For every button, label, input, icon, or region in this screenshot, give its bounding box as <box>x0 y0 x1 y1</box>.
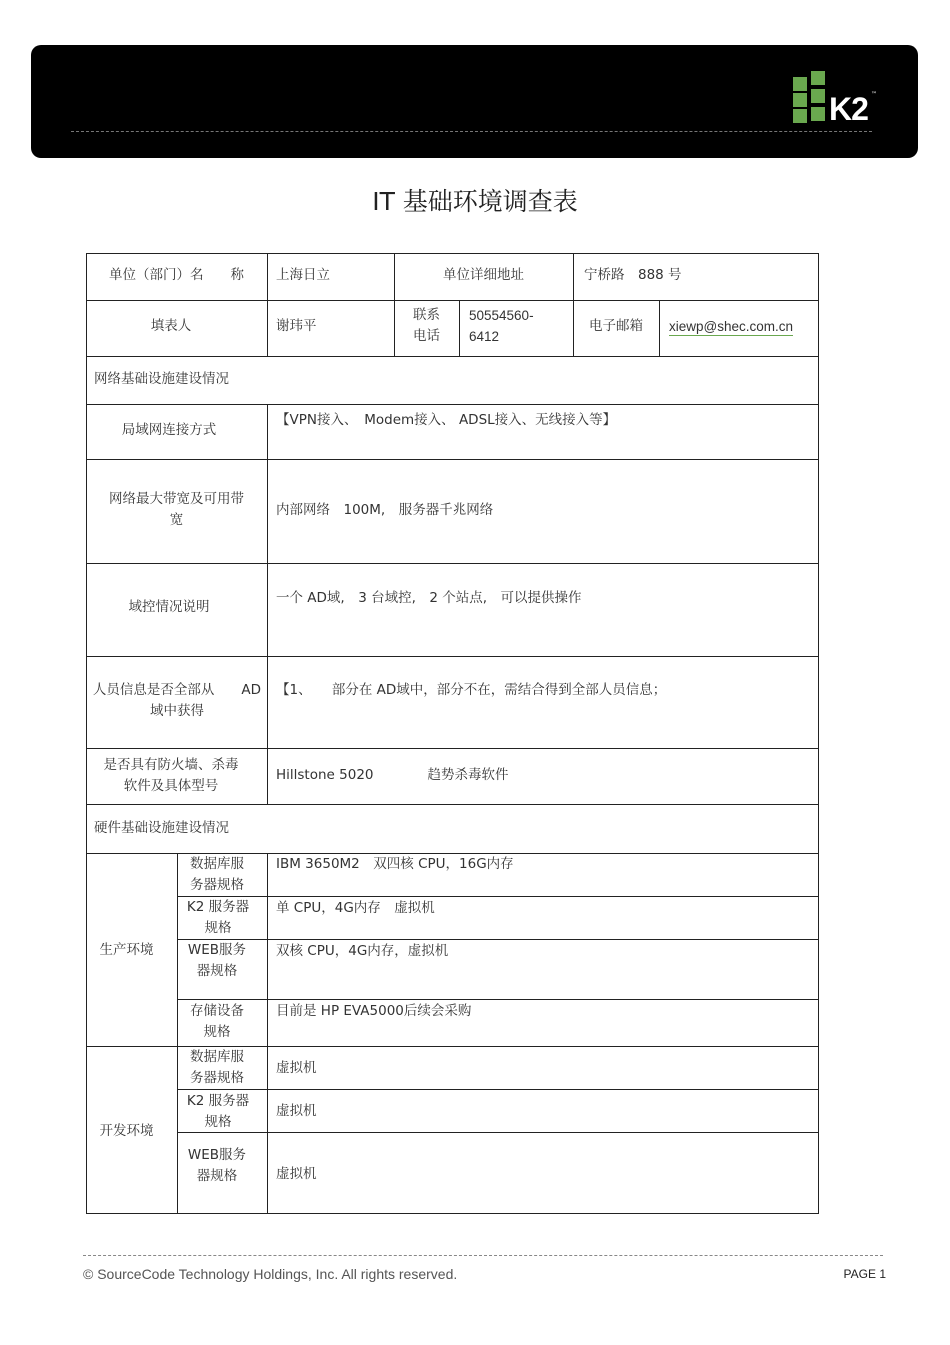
dev-web-server-label: WEB服务 器规格 <box>187 1147 247 1184</box>
row-divider <box>177 1132 819 1133</box>
ad-users-label: 人员信息是否全部从 AD 域中获得 <box>92 682 262 719</box>
dev-k2-server-value: 虚拟机 <box>276 1103 317 1119</box>
row-divider <box>177 939 819 940</box>
row-divider <box>86 748 819 749</box>
prod-storage-label: 存储设备 规格 <box>190 1003 244 1040</box>
prod-web-server-label: WEB服务 器规格 <box>187 942 247 979</box>
survey-table <box>86 253 819 1214</box>
logo-text: K2 <box>829 91 868 127</box>
unit-name-label: 单位（部门）名 称 <box>109 267 244 283</box>
prod-web-server-value: 双核 CPU，4G内存，虚拟机 <box>276 943 449 959</box>
header-banner <box>31 45 918 158</box>
logo-square-icon <box>811 89 825 103</box>
row-divider <box>177 896 819 897</box>
row-divider <box>86 404 819 405</box>
address-value: 宁桥路 888 号 <box>584 267 682 283</box>
dev-db-server-label: 数据库服 务器规格 <box>190 1049 244 1086</box>
logo-square-icon <box>793 93 807 107</box>
col-divider <box>267 404 268 804</box>
dev-web-server-value: 虚拟机 <box>276 1166 317 1182</box>
k2-logo <box>783 69 883 127</box>
bandwidth-value: 内部网络 100M, 服务器千兆网络 <box>276 502 494 518</box>
firewall-label: 是否具有防火墙、杀毒 软件及具体型号 <box>103 757 239 794</box>
ad-users-value: 【1、 部分在 AD域中，部分不在，需结合得到全部人员信息； <box>276 682 667 698</box>
row-divider <box>86 563 819 564</box>
logo-square-icon <box>793 109 807 123</box>
firewall-value: Hillstone 5020 趋势杀毒软件 <box>276 767 509 783</box>
prod-db-server-label: 数据库服 务器规格 <box>190 856 244 893</box>
development-env-label: 开发环境 <box>99 1123 154 1139</box>
bandwidth-label: 网络最大带宽及可用带 宽 <box>109 491 244 528</box>
row-divider <box>177 1089 819 1090</box>
prod-k2-server-label: K2 服务器 规格 <box>186 899 250 936</box>
document-title: IT 基础环境调查表 <box>372 187 578 216</box>
hardware-section-title: 硬件基础设施建设情况 <box>94 820 229 836</box>
production-env-label: 生产环境 <box>99 942 154 958</box>
copyright-text: © SourceCode Technology Holdings, Inc. All rights reserved. <box>83 1266 458 1282</box>
logo-square-icon <box>793 77 807 91</box>
row-divider <box>86 804 819 805</box>
filler-value: 谢玮平 <box>276 318 317 334</box>
address-label: 单位详细地址 <box>443 267 524 283</box>
col-divider <box>267 853 268 1214</box>
header-divider <box>71 131 872 132</box>
email-label: 电子邮箱 <box>589 318 643 334</box>
dev-k2-server-label: K2 服务器 规格 <box>186 1093 250 1130</box>
row-divider <box>86 656 819 657</box>
prod-storage-value: 目前是 HP EVA5000后续会采购 <box>276 1003 472 1019</box>
logo-trademark: ™ <box>871 91 877 98</box>
prod-k2-server-value: 单 CPU，4G内存 虚拟机 <box>276 900 435 916</box>
lan-connection-value: 【VPN接入、 Modem接入、 ADSL接入、无线接入等】 <box>276 412 617 428</box>
logo-square-icon <box>811 107 825 121</box>
phone-value: 50554560- 6412 <box>469 308 534 344</box>
row-divider <box>86 356 819 357</box>
email-value-cell <box>669 316 817 337</box>
footer-divider <box>83 1255 883 1256</box>
filler-label: 填表人 <box>150 318 192 334</box>
domain-control-value: 一个 AD域, 3 台域控, 2 个站点, 可以提供操作 <box>276 590 582 606</box>
prod-db-server-value: IBM 3650M2 双四核 CPU，16G内存 <box>276 856 514 872</box>
logo-square-icon <box>811 71 825 85</box>
col-divider <box>573 253 574 356</box>
col-divider <box>267 253 268 356</box>
row-divider <box>86 459 819 460</box>
domain-control-label: 域控情况说明 <box>128 599 210 615</box>
network-section-title: 网络基础设施建设情况 <box>94 371 229 387</box>
email-link[interactable]: xiewp@shec.com.cn <box>669 319 793 334</box>
lan-connection-label: 局域网连接方式 <box>121 422 217 438</box>
row-divider <box>177 999 819 1000</box>
phone-label: 联系 电话 <box>413 307 440 344</box>
col-divider <box>459 300 460 356</box>
row-divider <box>86 300 819 301</box>
unit-name-value: 上海日立 <box>276 267 330 283</box>
dev-db-server-value: 虚拟机 <box>276 1060 317 1076</box>
col-divider <box>659 300 660 356</box>
page-number: PAGE 1 <box>843 1267 886 1281</box>
